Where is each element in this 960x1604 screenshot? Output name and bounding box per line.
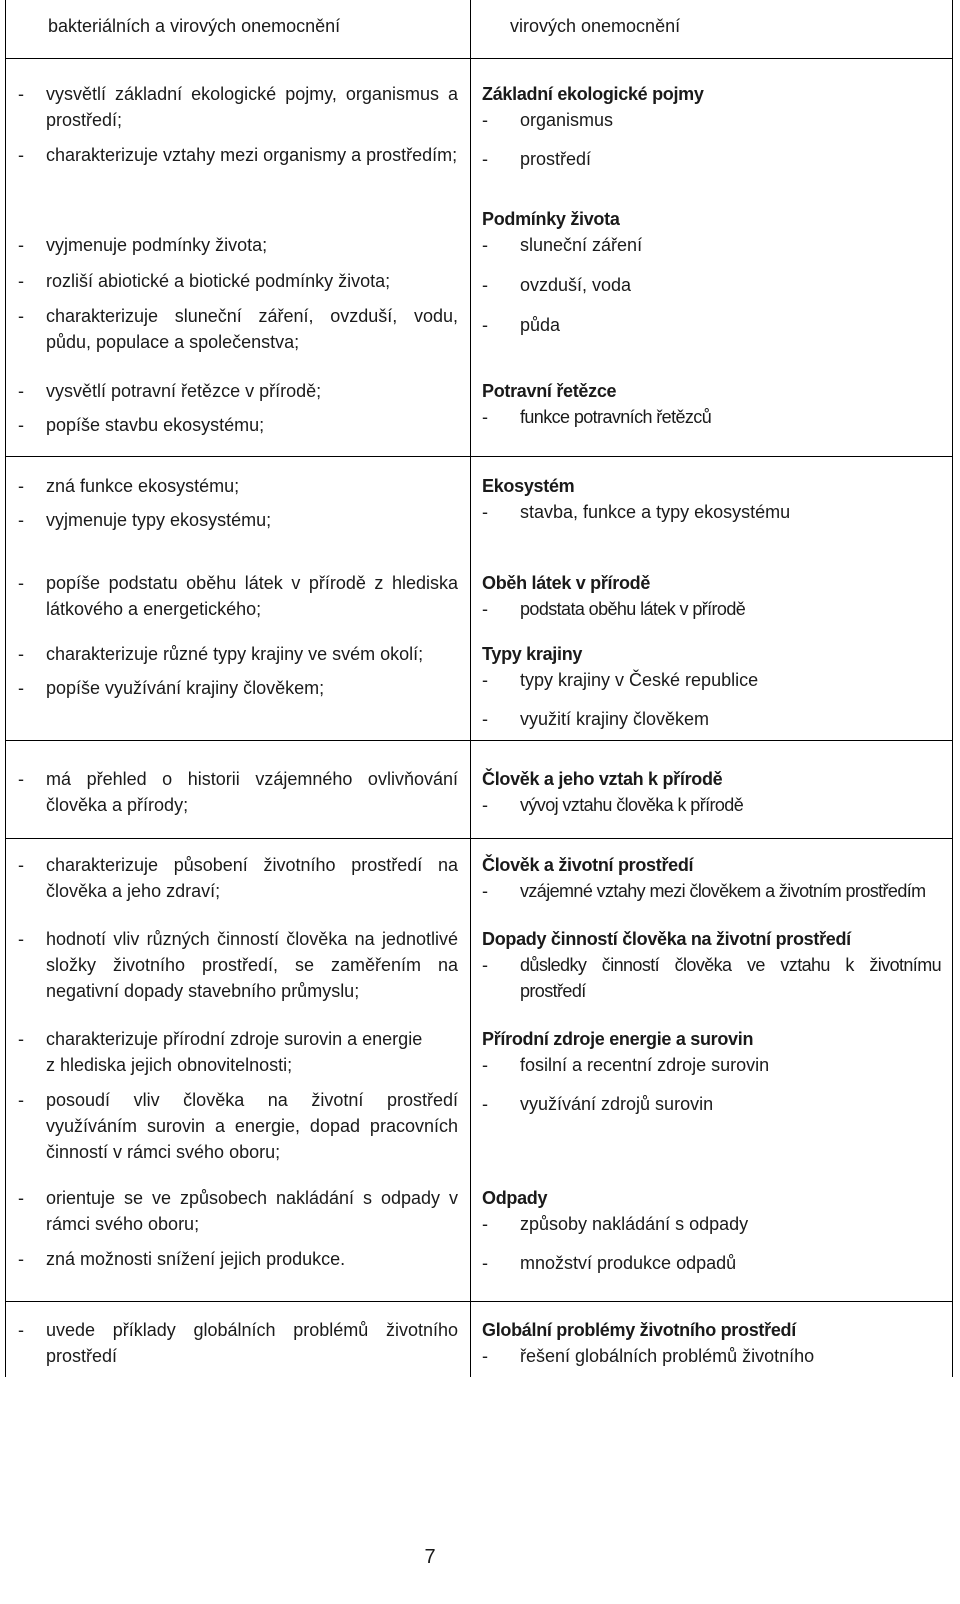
curriculum-table	[5, 0, 953, 1377]
bullet-dash: -	[18, 415, 24, 435]
table-row	[6, 1302, 953, 1378]
bullet-dash: -	[482, 1055, 488, 1075]
subitem-text: prostředí	[520, 149, 592, 169]
objective-item	[18, 1317, 458, 1369]
bullet-dash: -	[482, 110, 488, 130]
bullet-dash: -	[18, 1188, 24, 1208]
topics-cell	[471, 1302, 953, 1378]
bullet-dash: -	[18, 929, 24, 949]
topic-subitem	[482, 952, 941, 1004]
bullet-dash: -	[482, 599, 488, 619]
topics-cell	[471, 59, 953, 187]
topics-cell	[471, 457, 953, 546]
subitem-text: důsledky činností člověka ve vztahu k životnímu prostředí	[520, 955, 941, 1001]
objective-item	[18, 766, 458, 818]
objective-item	[18, 570, 458, 622]
bullet-dash: -	[482, 881, 488, 901]
objective-text: charakterizuje působení životního prostředí na člověka a jeho zdraví;	[46, 855, 458, 901]
subitem-text: vývoj vztahu člověka k přírodě	[520, 795, 744, 815]
subitem-text: fosilní a recentní zdroje surovin	[520, 1055, 770, 1075]
table-row	[6, 1015, 953, 1174]
table-row	[6, 1174, 953, 1302]
table-row	[6, 915, 953, 1015]
table-body	[6, 0, 953, 1377]
table-row	[6, 186, 953, 367]
subitem-text: ovzduší, voda	[520, 275, 632, 295]
topics-cell	[471, 915, 953, 1015]
table-row	[6, 839, 953, 916]
subitem-text: typy krajiny v České republice	[520, 670, 759, 690]
topic-subitem	[482, 272, 941, 298]
topics-cell	[471, 741, 953, 839]
table-row	[6, 457, 953, 546]
objectives-cell	[6, 630, 471, 741]
bullet-dash: -	[18, 476, 24, 496]
bullet-dash: -	[482, 670, 488, 690]
objective-item	[18, 852, 458, 904]
objective-item	[18, 1185, 458, 1237]
subitem-text: organismus	[520, 110, 614, 130]
table-row	[6, 59, 953, 187]
topic-subitem	[482, 146, 941, 172]
topic-subitem	[482, 404, 941, 430]
topic-subitem	[482, 596, 941, 622]
objective-item	[18, 473, 458, 499]
topic-heading: Ekosystém	[482, 476, 575, 496]
objective-text: popíše podstatu oběhu látek v přírodě z hlediska látkového a energetického;	[46, 573, 458, 619]
objective-item	[18, 1087, 458, 1165]
subitem-text: funkce potravních řetězců	[520, 407, 712, 427]
topics-cell	[471, 630, 953, 741]
topic-subitem	[482, 706, 941, 732]
bullet-dash: -	[482, 149, 488, 169]
topic-subitem	[482, 499, 941, 525]
bullet-dash: -	[18, 769, 24, 789]
topic-subitem	[482, 232, 941, 258]
topics-cell	[471, 545, 953, 630]
bullet-dash: -	[482, 1094, 488, 1114]
objective-item	[18, 641, 458, 667]
topic-heading: Základní ekologické pojmy	[482, 84, 704, 104]
objectives-cell	[6, 839, 471, 916]
objective-text: vyjmenuje typy ekosystému;	[46, 510, 272, 530]
objectives-cell	[6, 741, 471, 839]
objective-text: zná funkce ekosystému;	[46, 476, 240, 496]
topics-cell	[471, 839, 953, 916]
table-row	[6, 545, 953, 630]
objectives-cell	[6, 59, 471, 187]
topics-cell	[471, 186, 953, 367]
subitem-text: využívání zdrojů surovin	[520, 1094, 714, 1114]
topic-heading: Typy krajiny	[482, 644, 583, 664]
objective-item	[18, 675, 458, 701]
bullet-dash: -	[18, 573, 24, 593]
objective-continuation: z hlediska jejich obnovitelnosti;	[46, 1055, 293, 1075]
objective-text: charakterizuje vztahy mezi organismy a prostředím;	[46, 145, 458, 165]
bullet-dash: -	[18, 644, 24, 664]
bullet-dash: -	[482, 795, 488, 815]
bullet-dash: -	[482, 315, 488, 335]
bullet-dash: -	[18, 1090, 24, 1110]
bullet-dash: -	[18, 381, 24, 401]
bullet-dash: -	[482, 1346, 488, 1366]
objective-item	[18, 378, 458, 404]
bullet-dash: -	[18, 1320, 24, 1340]
table-row	[6, 0, 953, 59]
objective-text: charakterizuje sluneční záření, ovzduší, vodu, půdu, populace a společenstva;	[46, 306, 458, 352]
objective-text: orientuje se ve způsobech nakládání s odpady v rámci svého oboru;	[46, 1188, 458, 1234]
objectives-cell	[6, 0, 471, 59]
table-row	[6, 630, 953, 741]
bullet-dash: -	[18, 84, 24, 104]
subitem-text: způsoby nakládání s odpady	[520, 1214, 749, 1234]
objectives-cell	[6, 545, 471, 630]
bullet-dash: -	[18, 1029, 24, 1049]
subitem-text: podstata oběhu látek v přírodě	[520, 599, 746, 619]
objective-item	[18, 142, 458, 168]
bullet-dash: -	[482, 502, 488, 522]
topic-heading: Dopady činností člověka na životní prostředí	[482, 929, 851, 949]
page-number: 7	[424, 1546, 436, 1568]
objective-text: vysvětlí základní ekologické pojmy, organismus a prostředí;	[46, 84, 458, 130]
objective-text: rozliší abiotické a biotické podmínky života;	[46, 271, 391, 291]
topic-subitem	[482, 792, 941, 818]
objective-item	[18, 507, 458, 533]
bullet-dash: -	[482, 1253, 488, 1273]
objective-item	[18, 232, 458, 258]
topic-subitem	[482, 878, 941, 904]
topic-subitem	[482, 1091, 941, 1117]
bullet-dash: -	[482, 407, 488, 427]
objectives-cell	[6, 186, 471, 367]
objectives-cell	[6, 457, 471, 546]
topic-heading: Člověk a životní prostředí	[482, 855, 694, 875]
topic-heading: Oběh látek v přírodě	[482, 573, 651, 593]
objective-item	[18, 268, 458, 294]
subitem-text: řešení globálních problémů životního	[520, 1346, 815, 1366]
subitem-text: vzájemné vztahy mezi člověkem a životním prostředím	[520, 881, 926, 901]
objectives-cell	[6, 1015, 471, 1174]
topic-subitem	[482, 1343, 941, 1369]
subitem-text: množství produkce odpadů	[520, 1253, 737, 1273]
bullet-dash: -	[482, 1214, 488, 1234]
topic-subitem	[482, 312, 941, 338]
objective-item	[18, 412, 458, 438]
bullet-dash: -	[482, 235, 488, 255]
topic-heading: Globální problémy životního prostředí	[482, 1320, 796, 1340]
topic-heading: Člověk a jeho vztah k přírodě	[482, 769, 723, 789]
bullet-dash: -	[18, 510, 24, 530]
objectives-cell	[6, 915, 471, 1015]
objectives-cell	[6, 367, 471, 457]
objective-text: zná možnosti snížení jejich produkce.	[46, 1249, 346, 1269]
bullet-dash: -	[18, 145, 24, 165]
bullet-dash: -	[18, 306, 24, 326]
objectives-cell	[6, 1174, 471, 1302]
bullet-dash: -	[18, 1249, 24, 1269]
subitem-text: sluneční záření	[520, 235, 643, 255]
objective-text: charakterizuje různé typy krajiny ve svém okolí;	[46, 644, 424, 664]
left-text: bakteriálních a virových onemocnění	[48, 16, 341, 36]
table-row	[6, 367, 953, 457]
objectives-cell	[6, 1302, 471, 1378]
bullet-dash: -	[18, 271, 24, 291]
topics-cell	[471, 1015, 953, 1174]
objective-text: popíše stavbu ekosystému;	[46, 415, 265, 435]
bullet-dash: -	[482, 275, 488, 295]
topics-cell	[471, 1174, 953, 1302]
topic-heading: Přírodní zdroje energie a surovin	[482, 1029, 754, 1049]
bullet-dash: -	[482, 709, 488, 729]
objective-text: hodnotí vliv různých činností člověka na jednotlivé složky životního prostředí, se zaměřením na negativní dopady stavebního průmyslu;	[46, 929, 458, 1001]
objective-text: uvede příklady globálních problémů životního prostředí	[46, 1320, 458, 1366]
objective-text: vyjmenuje podmínky života;	[46, 235, 268, 255]
topic-subitem	[482, 1211, 941, 1237]
bullet-dash: -	[18, 855, 24, 875]
topic-heading: Odpady	[482, 1188, 548, 1208]
bullet-dash: -	[18, 235, 24, 255]
objective-item	[18, 1246, 458, 1272]
bullet-dash: -	[482, 955, 488, 975]
objective-text: popíše využívání krajiny člověkem;	[46, 678, 325, 698]
table-row	[6, 741, 953, 839]
objective-item	[18, 926, 458, 1004]
topic-heading: Potravní řetězce	[482, 381, 617, 401]
topic-subitem	[482, 107, 941, 133]
objective-item	[18, 81, 458, 133]
right-text: virových onemocnění	[510, 16, 681, 36]
objective-text: má přehled o historii vzájemného ovlivňování člověka a přírody;	[46, 769, 458, 815]
topics-cell	[471, 367, 953, 457]
objective-text: posoudí vliv člověka na životní prostředí využíváním surovin a energie, dopad pracovních činností v rámci svého oboru;	[46, 1090, 458, 1162]
objective-text: vysvětlí potravní řetězce v přírodě;	[46, 381, 322, 401]
subitem-text: půda	[520, 315, 561, 335]
subitem-text: využití krajiny člověkem	[520, 709, 710, 729]
objective-text: charakterizuje přírodní zdroje surovin a energie	[46, 1029, 423, 1049]
topics-cell	[471, 0, 953, 59]
topic-subitem	[482, 667, 941, 693]
subitem-text: stavba, funkce a typy ekosystému	[520, 502, 791, 522]
topic-subitem	[482, 1250, 941, 1276]
objective-item	[18, 303, 458, 355]
topic-subitem	[482, 1052, 941, 1078]
objective-item	[18, 1026, 458, 1078]
bullet-dash: -	[18, 678, 24, 698]
topic-heading: Podmínky života	[482, 209, 620, 229]
